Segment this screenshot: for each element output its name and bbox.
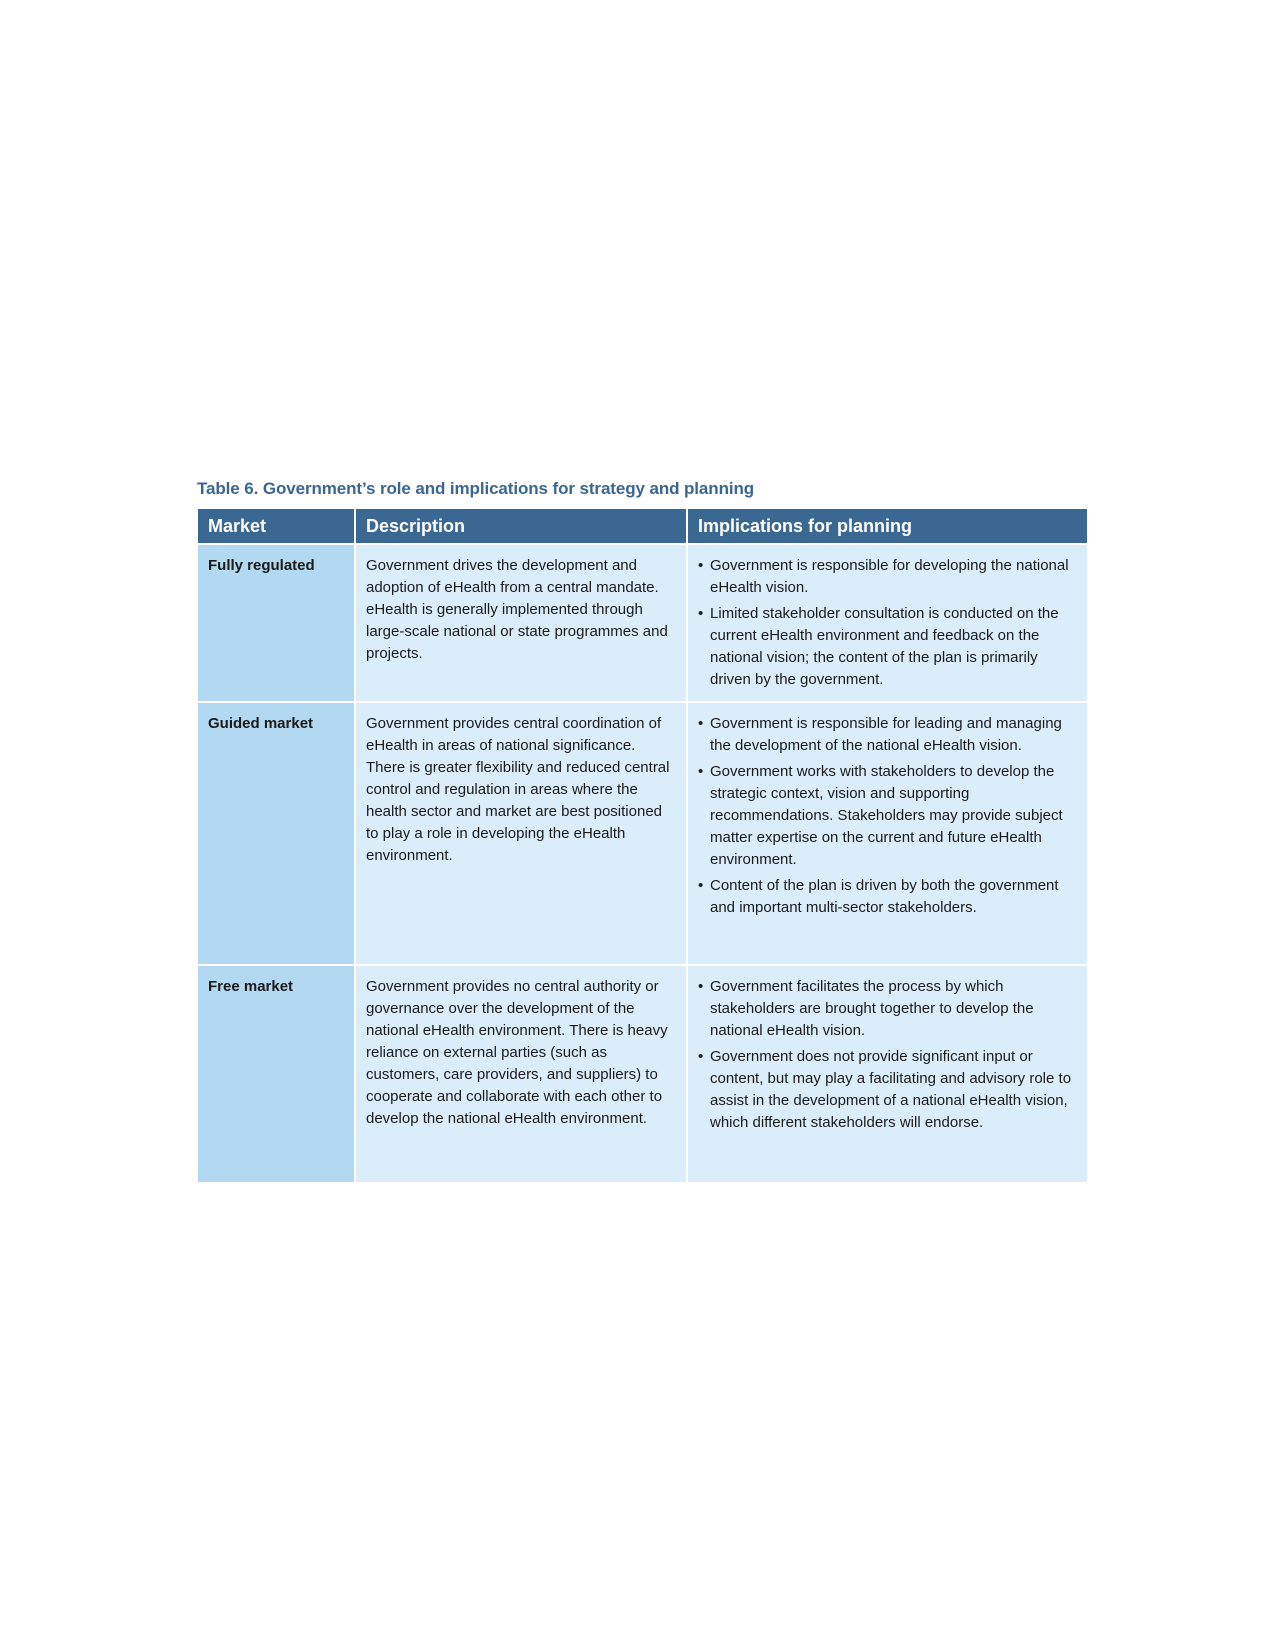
implication-item: • Limited stakeholder consultation is conducted on the current eHealth environment and feedback on the national vision; the content of the plan is primarily driven by the government. bbox=[698, 603, 1077, 691]
implication-item: • Government facilitates the process by which stakeholders are brought together to develop the national eHealth vision. bbox=[698, 976, 1077, 1042]
table-row-free-market bbox=[198, 965, 1087, 1182]
implication-item: • Content of the plan is driven by both the government and important multi-sector stakeholders. bbox=[698, 875, 1077, 919]
implication-item: • Government works with stakeholders to develop the strategic context, vision and supporting recommendations. Stakeholders may provide subject matter expertise on the current and future eHealth environment. bbox=[698, 761, 1077, 871]
header-description: Description bbox=[355, 509, 687, 544]
table-row-guided-market bbox=[198, 702, 1087, 965]
market-cell: Free market bbox=[198, 965, 355, 1182]
implications-cell bbox=[687, 544, 1087, 702]
market-cell: Guided market bbox=[198, 702, 355, 965]
description-cell: Government drives the development and adoption of eHealth from a central mandate. eHealth is generally implemented through large-scale national or state programmes and projects. bbox=[355, 544, 687, 702]
header-implications: Implications for planning bbox=[687, 509, 1087, 544]
government-role-table bbox=[198, 509, 1087, 1182]
implication-item: • Government does not provide significant input or content, but may play a facilitating and advisory role to assist in the development of a national eHealth vision, which different stakeholders will endorse. bbox=[698, 1046, 1077, 1134]
implication-item: • Government is responsible for developing the national eHealth vision. bbox=[698, 555, 1077, 599]
implications-list bbox=[698, 976, 1077, 1134]
table-row-fully-regulated bbox=[198, 544, 1087, 702]
implications-list bbox=[698, 713, 1077, 919]
market-cell: Fully regulated bbox=[198, 544, 355, 702]
description-cell: Government provides central coordination of eHealth in areas of national significance. There is greater flexibility and reduced central control and regulation in areas where the health sector and market are best positioned to play a role in developing the eHealth environment. bbox=[355, 702, 687, 965]
table-title: Table 6. Government’s role and implications for strategy and planning bbox=[197, 479, 755, 498]
implications-cell bbox=[687, 965, 1087, 1182]
implications-list bbox=[698, 555, 1077, 691]
header-market: Market bbox=[198, 509, 355, 544]
description-cell: Government provides no central authority or governance over the development of the national eHealth environment. There is heavy reliance on external parties (such as customers, care providers, and suppliers) to cooperate and collaborate with each other to develop the national eHealth environment. bbox=[355, 965, 687, 1182]
table-header-row bbox=[198, 509, 1087, 544]
implications-cell bbox=[687, 702, 1087, 965]
implication-item: • Government is responsible for leading and managing the development of the national eHealth vision. bbox=[698, 713, 1077, 757]
